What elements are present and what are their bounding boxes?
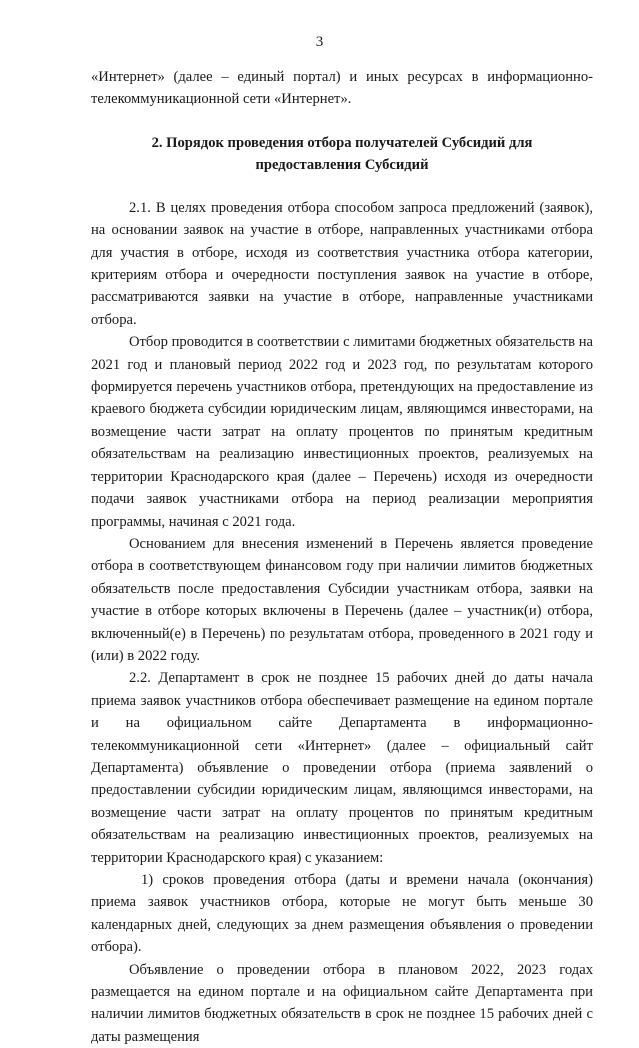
page-number: 3: [315, 34, 324, 50]
document-body: [91, 66, 593, 1048]
section-heading: 2. Порядок проведения отбора получателей Субсидий для предоставления Субсидий: [151, 134, 533, 173]
list-item-1: 1) сроков проведения отбора (даты и времени начала (окончания) приема заявок участников отбора, которые не могут быть меньше 30 календарных дней, следующих за днем размещения объявления о проведении отбора).: [91, 872, 593, 956]
paragraph-2-2: 2.2. Департамент в срок не позднее 15 рабочих дней до даты начала приема заявок участников отбора обеспечивает размещение на едином портале и на официальном сайте Департамента в информационно-телекоммуникационной сети «Интернет» (далее – официальный сайт Департамента) объявление о проведении отбора (приема заявлений о предоставлении субсидии юридическим лицам, являющимся инвесторами, на возмещение части затрат на оплату процентов по принятым кредитным обязательствам на реализацию инвестиционных проектов, реализуемых на территории Краснодарского края) с указанием:: [91, 670, 593, 866]
paragraph-2-1: 2.1. В целях проведения отбора способом запроса предложений (заявок), на основании заявок на участие в отборе, направленных участниками отбора для участия в отборе, исходя из соответствия участника отбора категории, критериям отбора и очередности поступления заявок на участие в отборе, рассматриваются заявки на участие в отборе, направленные участниками отбора.: [91, 199, 593, 328]
paragraph-selection-limits: Отбор проводится в соответствии с лимитами бюджетных обязательств на 2021 год и плановый период 2022 год и 2023 год, по результатам которого формируется перечень участников отбора, претендующих на предоставление из краевого бюджета субсидии юридическим лицам, являющимся инвесторами, на возмещение части затрат на оплату процентов по принятым кредитным обязательствам на реализацию инвестиционных проектов, реализуемых на территории Краснодарского края (далее – Перечень) исходя из очередности подачи заявок участниками отбора на период реализации мероприятия программы, начиная с 2021 года.: [91, 334, 593, 530]
paragraph-announcement: Объявление о проведении отбора в плановом 2022, 2023 годах размещается на едином портале и на официальном сайте Департамента при наличии лимитов бюджетных обязательств в срок не позднее 15 рабочих дней с даты размещения: [91, 961, 593, 1045]
paragraph-changes-basis: Основанием для внесения изменений в Перечень является проведение отбора в соответствующем финансовом году при наличии лимитов бюджетных обязательств после предоставления Субсидии участникам отбора, заявки на участие в отборе которых включены в Перечень (далее – участник(и) отбора, включенный(е) в Перечень) по результатам отбора, проведенного в 2021 году и (или) в 2022 году.: [91, 535, 593, 664]
paragraph-continuation: «Интернет» (далее – единый портал) и иных ресурсах в информационно-телекоммуникационной сети «Интернет».: [91, 69, 593, 108]
